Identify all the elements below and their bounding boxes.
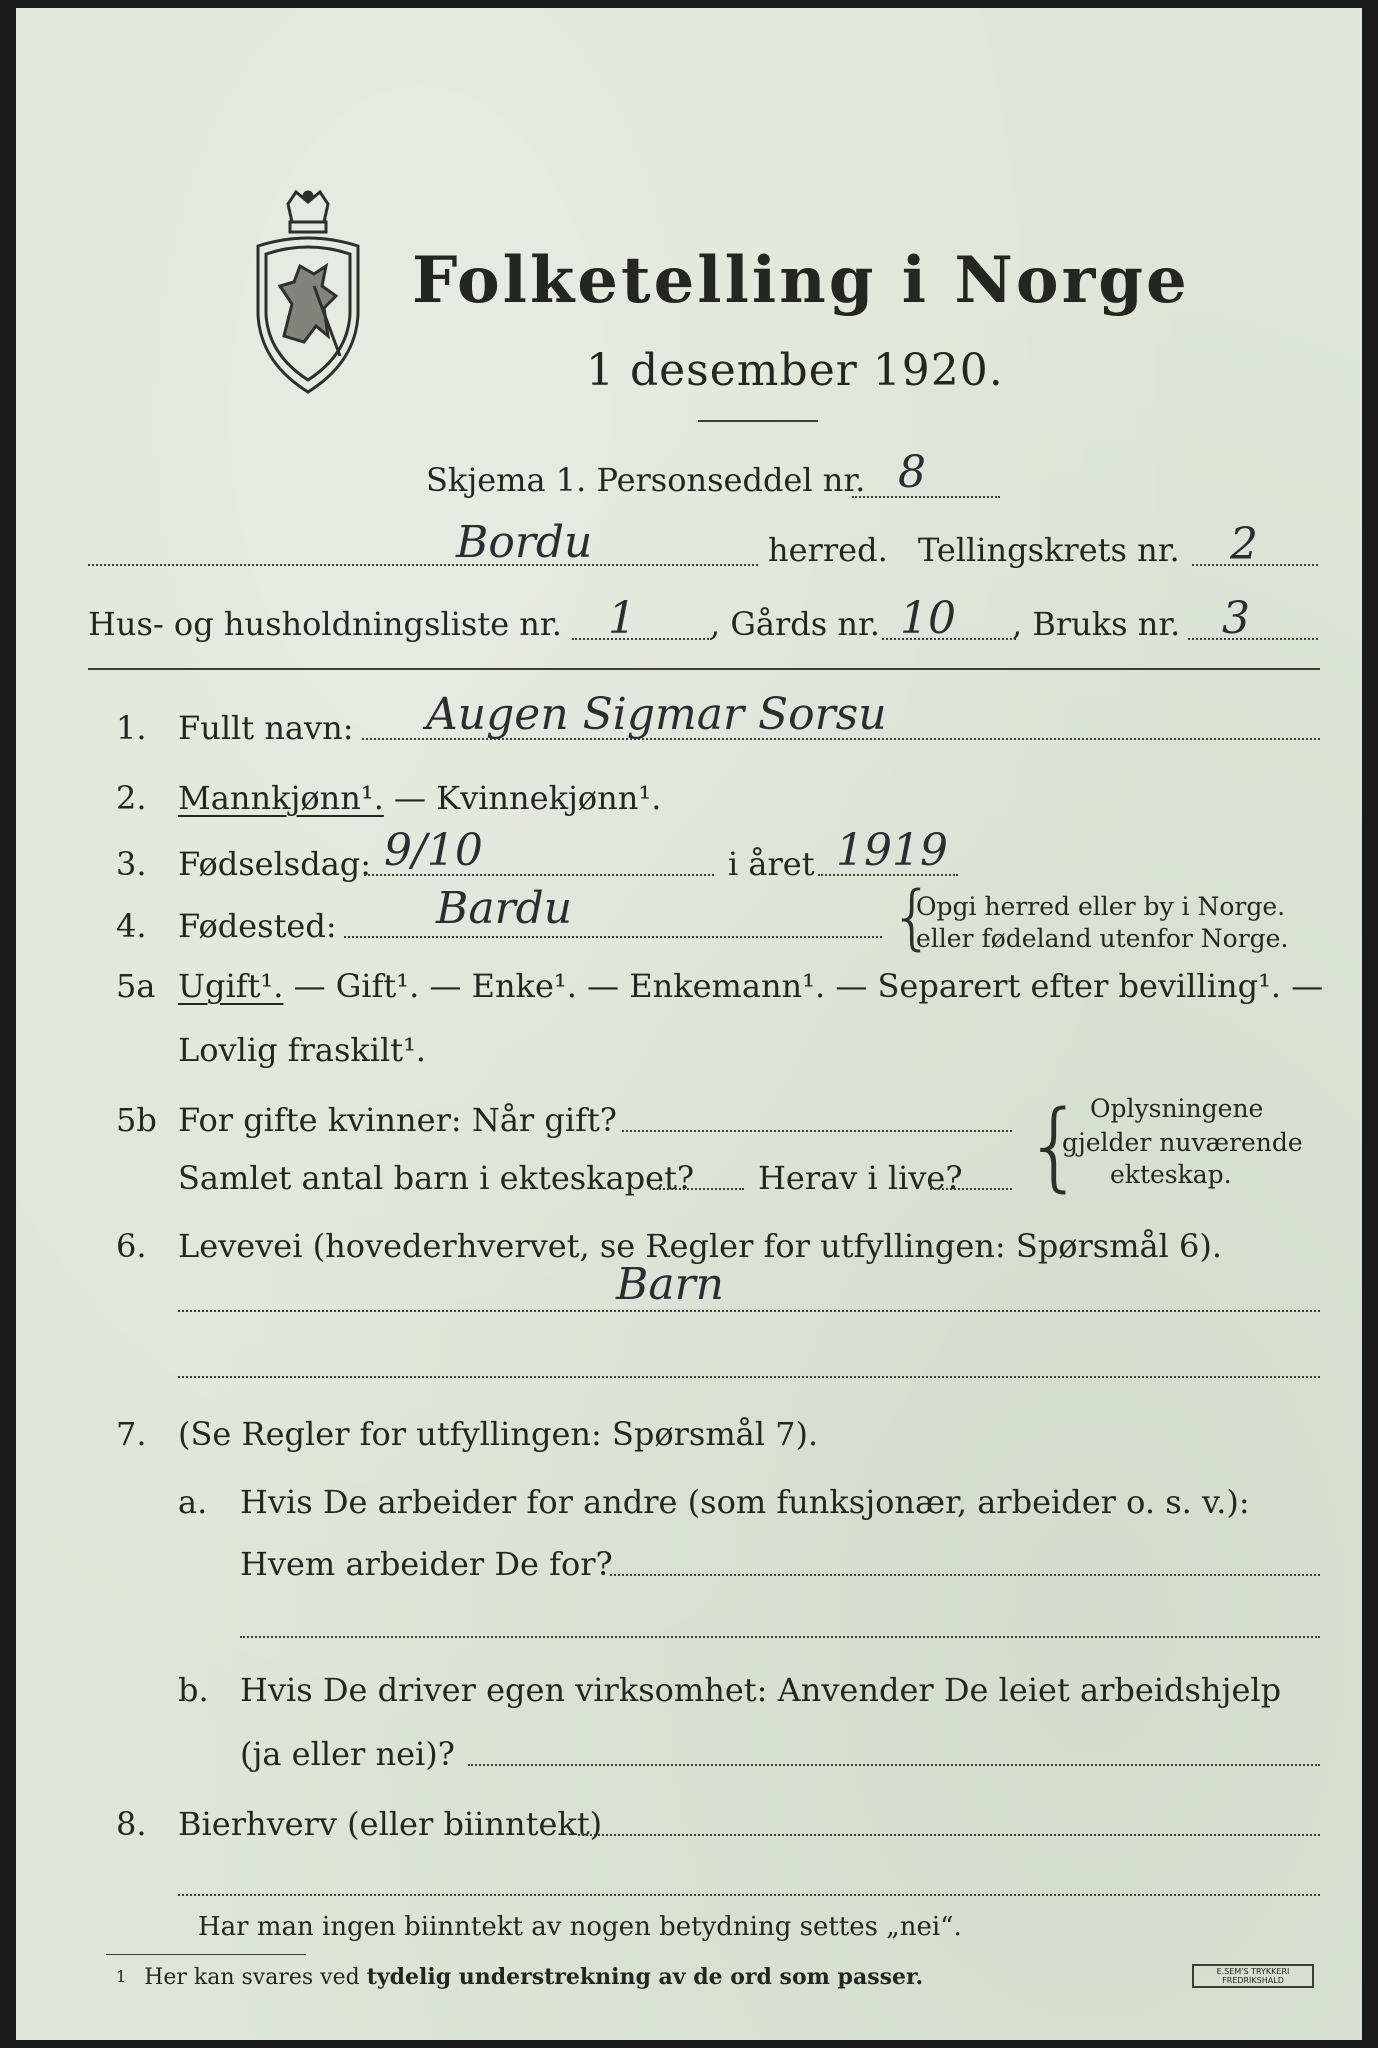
- birth-year-value[interactable]: 1919: [836, 825, 948, 876]
- bruks-line: [1188, 638, 1318, 640]
- title-divider: [698, 420, 818, 422]
- q7b-number: b.: [178, 1671, 209, 1709]
- full-name-value[interactable]: Augen Sigmar Sorsu: [426, 689, 887, 740]
- q7a-answer-line[interactable]: [610, 1574, 1320, 1576]
- q5b-note-2: gjelder nuværende: [1062, 1128, 1303, 1157]
- form-title: Folketelling i Norge: [412, 243, 1190, 318]
- footnote-mark: 1: [116, 1967, 127, 1986]
- q5b-children-line: [652, 1188, 744, 1190]
- herred-label: herred.: [768, 531, 888, 569]
- q6-line-1: [178, 1310, 1320, 1312]
- option-male[interactable]: Mannkjønn¹.: [178, 779, 384, 817]
- q6-line-2: [178, 1376, 1320, 1378]
- option-lovlig-fraskilt[interactable]: Lovlig fraskilt¹.: [178, 1031, 427, 1069]
- q5b-children-label: Samlet antal barn i ekteskapet?: [178, 1159, 695, 1197]
- hus-label: Hus- og husholdningsliste nr.: [88, 605, 562, 643]
- q5b-alive-line: [930, 1188, 1012, 1190]
- q1-label: Fullt navn:: [178, 709, 354, 747]
- occupation-value[interactable]: Barn: [616, 1259, 724, 1310]
- q8-number: 8.: [116, 1805, 147, 1843]
- q5a-number: 5a: [116, 967, 156, 1005]
- schema-label: Skjema 1. Personseddel nr.: [426, 461, 866, 499]
- gards-label: , Gårds nr.: [710, 605, 880, 643]
- coat-of-arms-icon: [244, 186, 372, 398]
- q4-label: Fødested:: [178, 907, 337, 945]
- option-female[interactable]: Kvinnekjønn¹.: [436, 779, 662, 817]
- personseddel-number[interactable]: 8: [898, 447, 926, 498]
- footnote-divider: [106, 1954, 306, 1955]
- q7-number: 7.: [116, 1415, 147, 1453]
- census-date: 1 desember 1920.: [586, 345, 1004, 396]
- gards-value[interactable]: 10: [900, 593, 956, 644]
- schema-line: [852, 496, 1000, 498]
- q7a-answer-line-2[interactable]: [240, 1636, 1320, 1638]
- census-form: [16, 8, 1362, 2040]
- q2-options: [178, 778, 661, 818]
- q5b-note-1: Oplysningene: [1090, 1094, 1264, 1123]
- q4-brace: {: [890, 876, 935, 958]
- q7a-line-2: Hvem arbeider De for?: [240, 1545, 613, 1583]
- tellingskrets-label: Tellingskrets nr.: [918, 531, 1180, 569]
- option-ugift[interactable]: Ugift¹.: [178, 967, 284, 1005]
- q5b-brace: {: [1024, 1090, 1086, 1202]
- footnote-text-b: tydelig understrekning av de ord som passer.: [366, 1964, 924, 1990]
- birthday-value[interactable]: 9/10: [384, 825, 483, 876]
- q2-separator: —: [383, 779, 437, 817]
- q5b-label: For gifte kvinner: Når gift?: [178, 1101, 617, 1139]
- q7a-line-1: Hvis De arbeider for andre (som funksjonær, arbeider o. s. v.):: [240, 1483, 1250, 1521]
- q4-number: 4.: [116, 907, 147, 945]
- q5b-alive-label: Herav i live?: [758, 1159, 963, 1197]
- printer-line-2: FREDRIKSHALD: [1222, 1976, 1284, 1985]
- printer-line-1: E.SEM'S TRYKKERI: [1216, 1967, 1290, 1976]
- q7b-line-2: (ja eller nei)?: [240, 1735, 455, 1773]
- herred-value[interactable]: Bordu: [456, 517, 593, 568]
- q8-answer-line[interactable]: [578, 1834, 1320, 1836]
- q5b-line: [622, 1130, 1012, 1132]
- nei-note: Har man ingen biinntekt av nogen betydning settes „nei“.: [198, 1912, 962, 1942]
- printer-stamp: [1192, 1964, 1314, 1988]
- q5a-options: [178, 966, 1323, 1006]
- q4-note-1: Opgi herred eller by i Norge.: [916, 892, 1286, 921]
- bruks-value[interactable]: 3: [1222, 593, 1250, 644]
- q1-number: 1.: [116, 709, 147, 747]
- q7b-answer-line[interactable]: [468, 1764, 1320, 1766]
- q3-year-label: i året: [728, 845, 815, 883]
- footnote: [116, 1962, 923, 1993]
- q8-label: Bierhverv (eller biinntekt): [178, 1805, 603, 1843]
- q7b-line-1: Hvis De driver egen virksomhet: Anvender De leiet arbeidshjelp: [240, 1671, 1282, 1709]
- q5b-note-3: ekteskap.: [1110, 1160, 1232, 1189]
- q3-number: 3.: [116, 845, 147, 883]
- q7a-number: a.: [178, 1483, 208, 1521]
- footnote-text-a: Her kan svares ved: [144, 1965, 367, 1990]
- q3-label: Fødselsdag:: [178, 845, 372, 883]
- q4-note-2: eller fødeland utenfor Norge.: [916, 924, 1289, 953]
- hus-value[interactable]: 1: [608, 593, 636, 644]
- q8-answer-line-2[interactable]: [178, 1894, 1320, 1896]
- q2-number: 2.: [116, 779, 147, 817]
- option-others[interactable]: — Gift¹. — Enke¹. — Enkemann¹. — Separert efter bevilling¹. —: [283, 967, 1324, 1005]
- birthplace-value[interactable]: Bardu: [436, 883, 573, 934]
- q4-line: [344, 936, 882, 938]
- section-divider: [88, 668, 1320, 670]
- q6-label: Levevei (hovederhvervet, se Regler for utfyllingen: Spørsmål 6).: [178, 1227, 1223, 1265]
- herred-line: [88, 564, 758, 566]
- hus-line: [572, 638, 712, 640]
- q7-label: (Se Regler for utfyllingen: Spørsmål 7).: [178, 1415, 819, 1453]
- q5b-number: 5b: [116, 1101, 157, 1139]
- q6-number: 6.: [116, 1227, 147, 1265]
- tellingskrets-value[interactable]: 2: [1230, 519, 1258, 570]
- bruks-label: , Bruks nr.: [1012, 605, 1181, 643]
